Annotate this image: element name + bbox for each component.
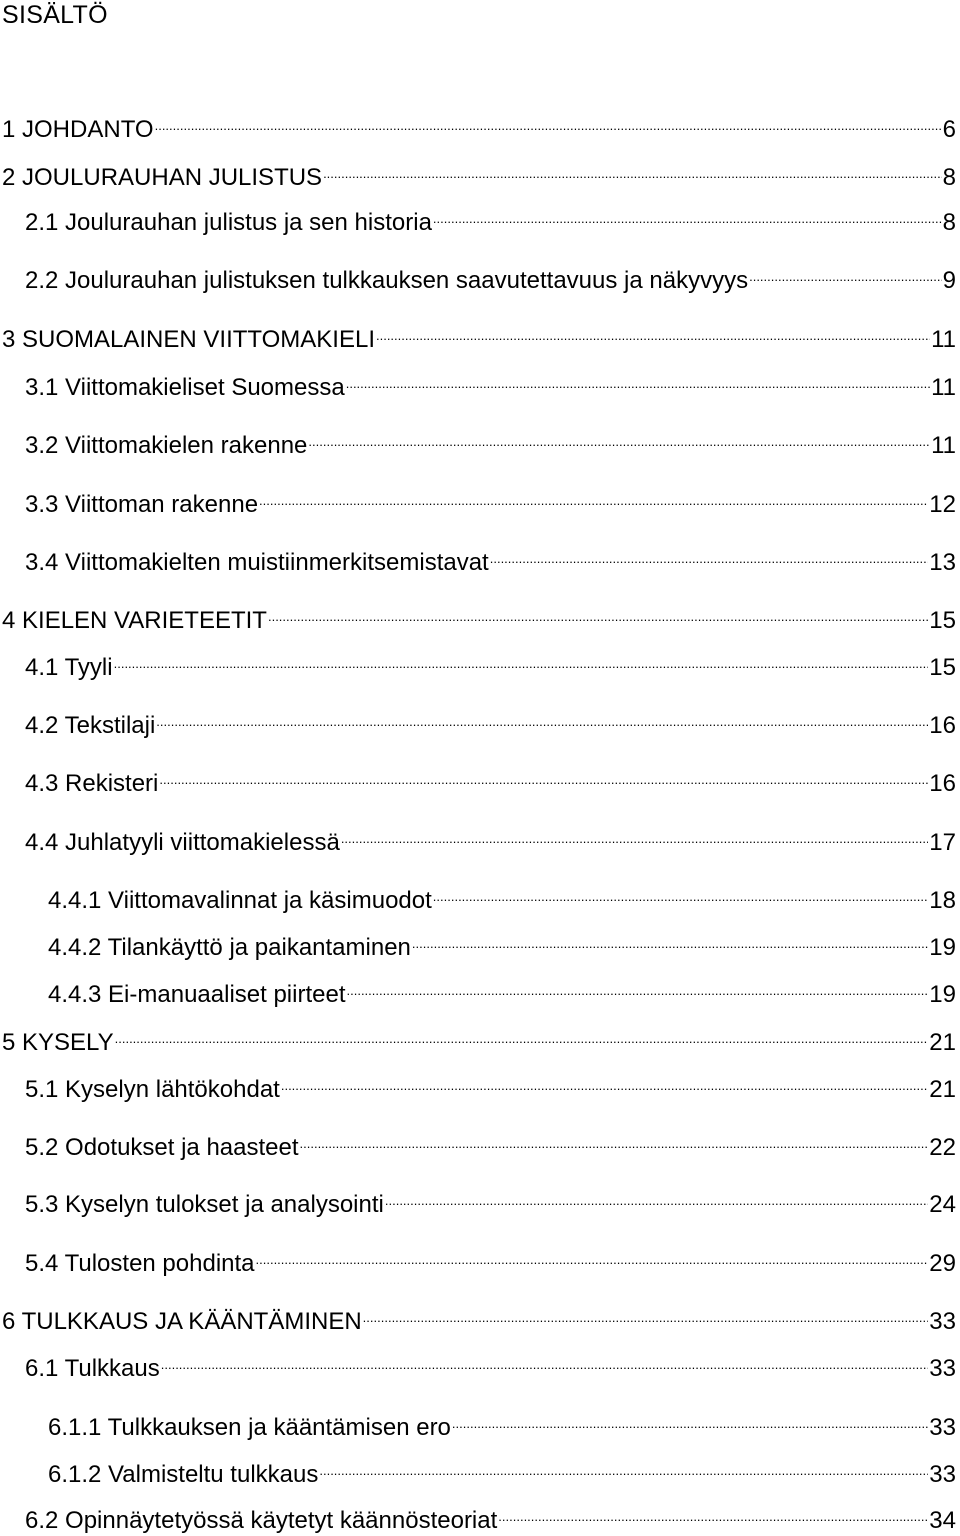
toc-entry[interactable] (25, 1498, 956, 1534)
toc-entry[interactable] (2, 107, 956, 143)
toc-entry-label: 2.1 Joulurauhan julistus ja sen historia (25, 209, 432, 236)
toc-entry-page-number: 22 (929, 1134, 956, 1161)
toc-dot-leader (497, 1498, 928, 1528)
toc-dot-leader (432, 878, 929, 908)
toc-entry-page-number: 34 (929, 1507, 956, 1534)
toc-entry[interactable] (25, 1346, 956, 1382)
toc-dot-leader (299, 1125, 929, 1155)
toc-entry[interactable] (2, 1299, 956, 1335)
toc-entry-page-number: 33 (929, 1414, 956, 1441)
toc-entry-page-number: 16 (929, 712, 956, 739)
toc-entry[interactable] (2, 317, 956, 353)
toc-entry-label: 4.4.1 Viittomavalinnat ja käsimuodot (48, 887, 432, 914)
toc-dot-leader (489, 540, 929, 570)
toc-entry-page-number: 19 (929, 981, 956, 1008)
toc-dot-leader (748, 258, 942, 288)
toc-dot-leader (267, 598, 928, 628)
toc-entry[interactable] (25, 1125, 956, 1161)
toc-entry-page-number: 8 (942, 164, 956, 191)
toc-entry-label: 4.3 Rekisteri (25, 770, 159, 797)
toc-entry-label: 3.3 Viittoman rakenne (25, 491, 259, 518)
toc-dot-leader (322, 155, 942, 185)
toc-entry[interactable] (25, 1241, 956, 1277)
toc-entry[interactable] (25, 423, 956, 459)
toc-entry-page-number: 33 (929, 1308, 956, 1335)
toc-dot-leader (280, 1067, 928, 1097)
toc-entry-label: 5.3 Kyselyn tulokset ja analysointi (25, 1191, 384, 1218)
toc-entry-label: 3.1 Viittomakieliset Suomessa (25, 374, 345, 401)
toc-dot-leader (160, 1346, 929, 1376)
toc-entry[interactable] (25, 1182, 956, 1218)
toc-entry-label: 3 SUOMALAINEN VIITTOMAKIELI (2, 326, 375, 353)
toc-dot-leader (114, 1020, 929, 1050)
toc-entry-label: 6.1.2 Valmisteltu tulkkaus (48, 1461, 319, 1488)
toc-dot-leader (258, 482, 928, 512)
toc-entry-page-number: 33 (929, 1355, 956, 1382)
toc-entry-page-number: 16 (929, 770, 956, 797)
toc-entry-page-number: 19 (929, 934, 956, 961)
toc-dot-leader (340, 820, 928, 850)
toc-entry[interactable] (48, 1405, 956, 1441)
toc-dot-leader (384, 1182, 928, 1212)
toc-entry-page-number: 11 (931, 374, 956, 401)
toc-entry[interactable] (25, 703, 956, 739)
toc-entry-page-number: 24 (929, 1191, 956, 1218)
toc-entry-page-number: 21 (929, 1076, 956, 1103)
toc-entry-label: 5.2 Odotukset ja haasteet (25, 1134, 299, 1161)
toc-dot-leader (154, 107, 942, 137)
toc-entry[interactable] (25, 540, 956, 576)
toc-entry-page-number: 15 (929, 654, 956, 681)
toc-entry-label: 4.4.3 Ei-manuaaliset piirteet (48, 981, 346, 1008)
toc-entry-page-number: 18 (929, 887, 956, 914)
toc-dot-leader (155, 703, 928, 733)
toc-dot-leader (158, 761, 928, 791)
toc-entry[interactable] (48, 1452, 956, 1488)
toc-entry-label: 4.4 Juhlatyyli viittomakielessä (25, 829, 340, 856)
toc-entry-label: 6.1 Tulkkaus (25, 1355, 160, 1382)
page-title: SISÄLTÖ (2, 1, 108, 29)
toc-entry[interactable] (25, 645, 956, 681)
toc-entry-label: 5.1 Kyselyn lähtökohdat (25, 1076, 280, 1103)
toc-dot-leader (345, 365, 930, 395)
toc-entry[interactable] (48, 878, 956, 914)
toc-dot-leader (307, 423, 930, 453)
toc-entry-label: 3.4 Viittomakielten muistiinmerkitsemistavat (25, 549, 489, 576)
toc-entry-label: 6.2 Opinnäytetyössä käytetyt käännösteoriat (25, 1507, 498, 1534)
toc-dot-leader (255, 1241, 929, 1271)
toc-dot-leader (451, 1405, 928, 1435)
toc-entry[interactable] (25, 482, 956, 518)
toc-entry-label: 4.2 Tekstilaji (25, 712, 156, 739)
toc-entry-label: 2 JOULURAUHAN JULISTUS (2, 164, 323, 191)
toc-dot-leader (362, 1299, 929, 1329)
toc-entry-label: 4.1 Tyyli (25, 654, 113, 681)
toc-entry[interactable] (25, 761, 956, 797)
toc-entry-page-number: 8 (942, 209, 956, 236)
toc-entry-label: 3.2 Viittomakielen rakenne (25, 432, 308, 459)
toc-entry[interactable] (25, 258, 956, 294)
toc-entry-page-number: 12 (929, 491, 956, 518)
toc-entry-label: 6.1.1 Tulkkauksen ja kääntämisen ero (48, 1414, 451, 1441)
toc-dot-leader (411, 925, 928, 955)
toc-dot-leader (318, 1452, 928, 1482)
toc-entry-page-number: 15 (929, 607, 956, 634)
toc-entry-page-number: 11 (931, 326, 956, 353)
toc-entry[interactable] (48, 972, 956, 1008)
toc-entry-label: 2.2 Joulurauhan julistuksen tulkkauksen saavutettavuus ja näkyvyys (25, 267, 749, 294)
toc-entry-page-number: 17 (929, 829, 956, 856)
toc-entry[interactable] (25, 820, 956, 856)
toc-entry[interactable] (2, 1020, 956, 1056)
toc-dot-leader (113, 645, 929, 675)
toc-dot-leader (432, 200, 942, 230)
toc-entry[interactable] (25, 1067, 956, 1103)
toc-entry-page-number: 6 (942, 116, 956, 143)
toc-entry-page-number: 33 (929, 1461, 956, 1488)
toc-entry-page-number: 13 (929, 549, 956, 576)
toc-entry[interactable] (2, 598, 956, 634)
toc-dot-leader (346, 972, 929, 1002)
toc-dot-leader (375, 317, 930, 347)
toc-entry-page-number: 29 (929, 1250, 956, 1277)
toc-entry-label: 5.4 Tulosten pohdinta (25, 1250, 255, 1277)
toc-entry[interactable] (25, 365, 956, 401)
toc-entry[interactable] (2, 155, 956, 191)
toc-entry-label: 4 KIELEN VARIETEETIT (2, 607, 267, 634)
toc-entry-label: 1 JOHDANTO (2, 116, 154, 143)
toc-entry-label: 4.4.2 Tilankäyttö ja paikantaminen (48, 934, 411, 961)
toc-entry-page-number: 21 (929, 1029, 956, 1056)
toc-entry[interactable] (48, 925, 956, 961)
toc-entry-page-number: 11 (931, 432, 956, 459)
toc-entry[interactable] (25, 200, 956, 236)
toc-entry-label: 5 KYSELY (2, 1029, 114, 1056)
toc-entry-label: 6 TULKKAUS JA KÄÄNTÄMINEN (2, 1308, 362, 1335)
toc-entry-page-number: 9 (942, 267, 956, 294)
